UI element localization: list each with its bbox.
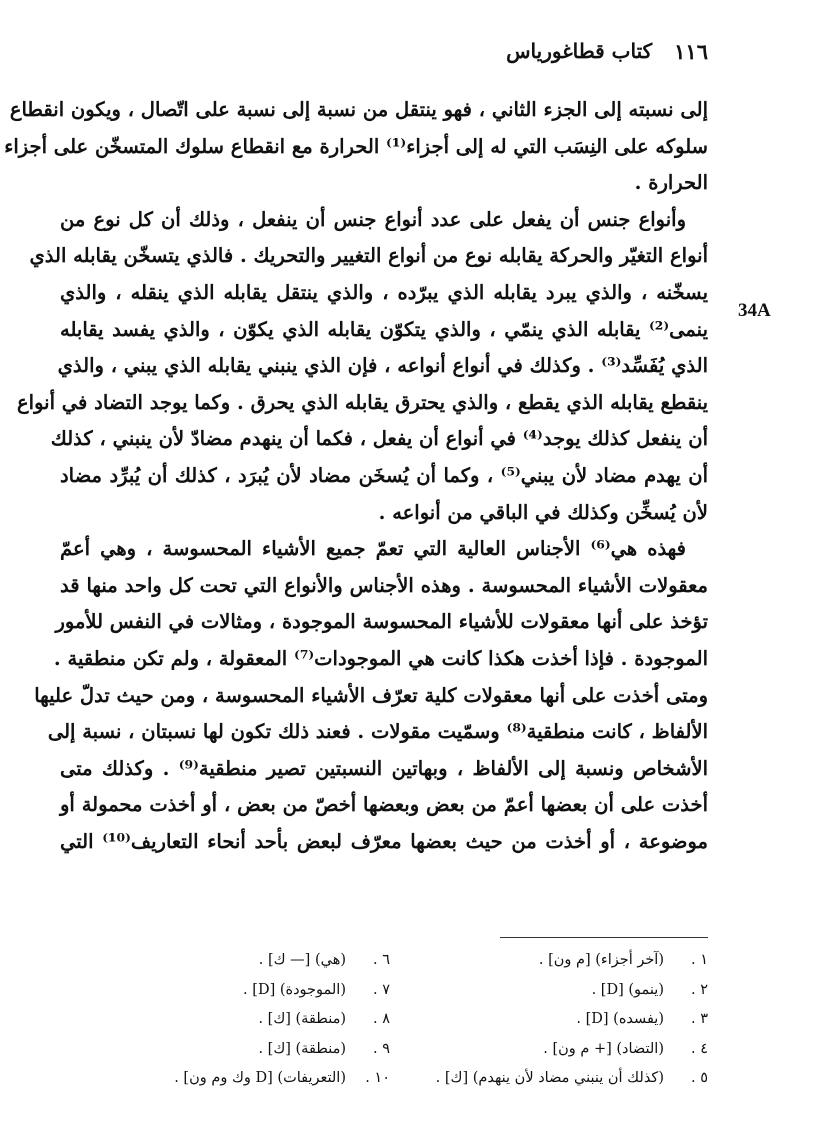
text-line: موضوعة ، أو أخذت من حيث بعضها معرّف لبعض بأحد أنحاء التعاريف⁽¹⁰⁾ التي bbox=[60, 829, 708, 853]
paragraph bbox=[4, 92, 708, 202]
footnote-text: (الموجودة) [D] . bbox=[243, 981, 346, 998]
footnote-text: (التضاد) [+ م ون] . bbox=[543, 1040, 664, 1057]
margin-reference: 34A bbox=[738, 300, 771, 321]
footnote-text: (هي) [— ك] . bbox=[258, 952, 346, 968]
footnote-item bbox=[390, 946, 708, 976]
text-line: أنواع التغيّر والحركة يقابله نوع من أنواع التغيير والتحريك . فالذي يتسخّن يقابله الذي bbox=[29, 244, 708, 268]
footnote-item bbox=[390, 1005, 708, 1035]
text-line: الموجودة . فإذا أخذت هكذا كانت هي الموجودات⁽⁷⁾ المعقولة ، ولم تكن منطقية . bbox=[53, 646, 708, 670]
footnote-item bbox=[390, 1064, 708, 1094]
footnote-text: (منطقة) [ك] . bbox=[258, 1040, 346, 1057]
text-line: أن يهدم مضاد لأن يبني⁽⁵⁾ ، وكما أن يُسخَن مضاد لأن يُبرَد ، كذلك أن يُبرِّد مضاد bbox=[60, 463, 709, 487]
text-line: ينمى⁽²⁾ يقابله الذي ينمّي ، والذي يتكوّن يقابله الذي يكوّن ، والذي يفسد يقابله bbox=[60, 317, 708, 341]
footnote-text: (آخر أجزاء) [م ون] . bbox=[538, 952, 664, 968]
footnote-text: (منطقة) [ك] . bbox=[258, 1011, 346, 1027]
footnote-text: (كذلك أن ينبني مضاد لأن ينهدم) [ك] . bbox=[435, 1070, 664, 1086]
text-line: سلوكه على النِسَب التي له إلى أجزاء⁽¹⁾ الحرارة مع انقطاع سلوك المتسخّن على أجزاء bbox=[4, 134, 708, 158]
main-text bbox=[4, 92, 709, 860]
footnote-rule bbox=[500, 937, 708, 938]
footnote-text: (التعريفات) [D وك وم ون] . bbox=[174, 1070, 346, 1086]
footnote-number: ٣ . bbox=[690, 1011, 708, 1027]
page-number: ١١٦ bbox=[674, 38, 708, 64]
footnote-column-right bbox=[390, 946, 708, 1094]
footnote-number: ٧ . bbox=[372, 981, 390, 998]
text-line: الأشخاص ونسبة إلى الألفاظ ، وبهاتين النسبتين تصير منطقية⁽⁹⁾ . وكذلك متى bbox=[60, 756, 709, 780]
footnote-item bbox=[390, 1035, 708, 1065]
footnote-column-left bbox=[90, 946, 390, 1094]
footnote-number: ١٠ . bbox=[365, 1070, 390, 1086]
text-line: لأن يُسخِّن وكذلك في الباقي من أنواعه . bbox=[378, 500, 708, 524]
footnote-number: ٨ . bbox=[372, 1011, 390, 1027]
text-line: الذي يُفَسِّد⁽³⁾ . وكذلك في أنواع أنواعه ، فإن الذي ينبني يقابله الذي يبني ، والذي bbox=[57, 354, 708, 378]
footnote-text: (ينمو) [D] . bbox=[591, 981, 664, 998]
paragraph bbox=[17, 202, 709, 531]
text-line: أخذت على أن بعضها أعمّ من بعض وبعضها أخصّ من بعض ، أو أخذت محمولة أو bbox=[60, 793, 708, 817]
text-line: تؤخذ على أنها معقولات للأشياء المحسوسة الموجودة ، ومثالات في النفس للأمور bbox=[55, 610, 708, 634]
running-header bbox=[60, 34, 708, 68]
footnote-number: ١ . bbox=[690, 952, 708, 968]
text-line: فهذه هي⁽⁶⁾ الأجناس العالية التي تعمّ جميع الأشياء المحسوسة ، وهي أعمّ bbox=[60, 537, 686, 561]
footnote-item bbox=[90, 1064, 390, 1094]
footnote-number: ٢ . bbox=[690, 981, 708, 998]
footnotes bbox=[90, 946, 708, 1094]
footnote-number: ٦ . bbox=[372, 952, 390, 968]
book-title: كتاب قطاغورياس bbox=[506, 39, 653, 63]
text-line: وأنواع جنس أن يفعل على عدد أنواع جنس أن ينفعل ، وذلك أن كل نوع من bbox=[60, 207, 686, 231]
paragraph bbox=[34, 531, 709, 860]
text-line: الألفاظ ، كانت منطقية⁽⁸⁾ وسمّيت مقولات . فعند ذلك تكون لها نسبتان ، نسبة إلى bbox=[47, 720, 708, 744]
footnote-item bbox=[390, 976, 708, 1006]
footnote-item bbox=[90, 1035, 390, 1065]
text-line: معقولات الأشياء المحسوسة . وهذه الأجناس والأنواع التي تحت كل واحد منها قد bbox=[60, 573, 708, 597]
footnote-number: ٩ . bbox=[372, 1040, 390, 1057]
text-line: الحرارة . bbox=[634, 171, 708, 195]
footnote-number: ٥ . bbox=[690, 1070, 708, 1086]
text-line: ينقطع يقابله الذي يقطع ، والذي يحترق يقابله الذي يحرق . وكما يوجد التضاد في أنواع bbox=[17, 390, 708, 414]
text-line: أن ينفعل كذلك يوجد⁽⁴⁾ في أنواع أن يفعل ، فكما أن ينهدم مضادّ لأن ينبني ، كذلك bbox=[50, 427, 708, 451]
footnote-item bbox=[90, 1005, 390, 1035]
text-line: ومتى أخذت على أنها معقولات كلية تعرّف الأشياء المحسوسة ، ومن حيث تدلّ عليها bbox=[34, 683, 708, 707]
footnote-item bbox=[90, 976, 390, 1006]
footnote-item bbox=[90, 946, 390, 976]
footnote-number: ٤ . bbox=[690, 1040, 708, 1057]
text-line: يسخّنه ، والذي يبرد يقابله الذي يبرّده ، والذي ينتقل يقابله الذي ينقله ، والذي bbox=[60, 280, 708, 304]
text-line: إلى نسبته إلى الجزء الثاني ، فهو ينتقل من نسبة إلى نسبة على اتّصال ، ويكون انقطاع bbox=[9, 98, 708, 121]
footnote-text: (يفسده) [D] . bbox=[576, 1011, 664, 1027]
